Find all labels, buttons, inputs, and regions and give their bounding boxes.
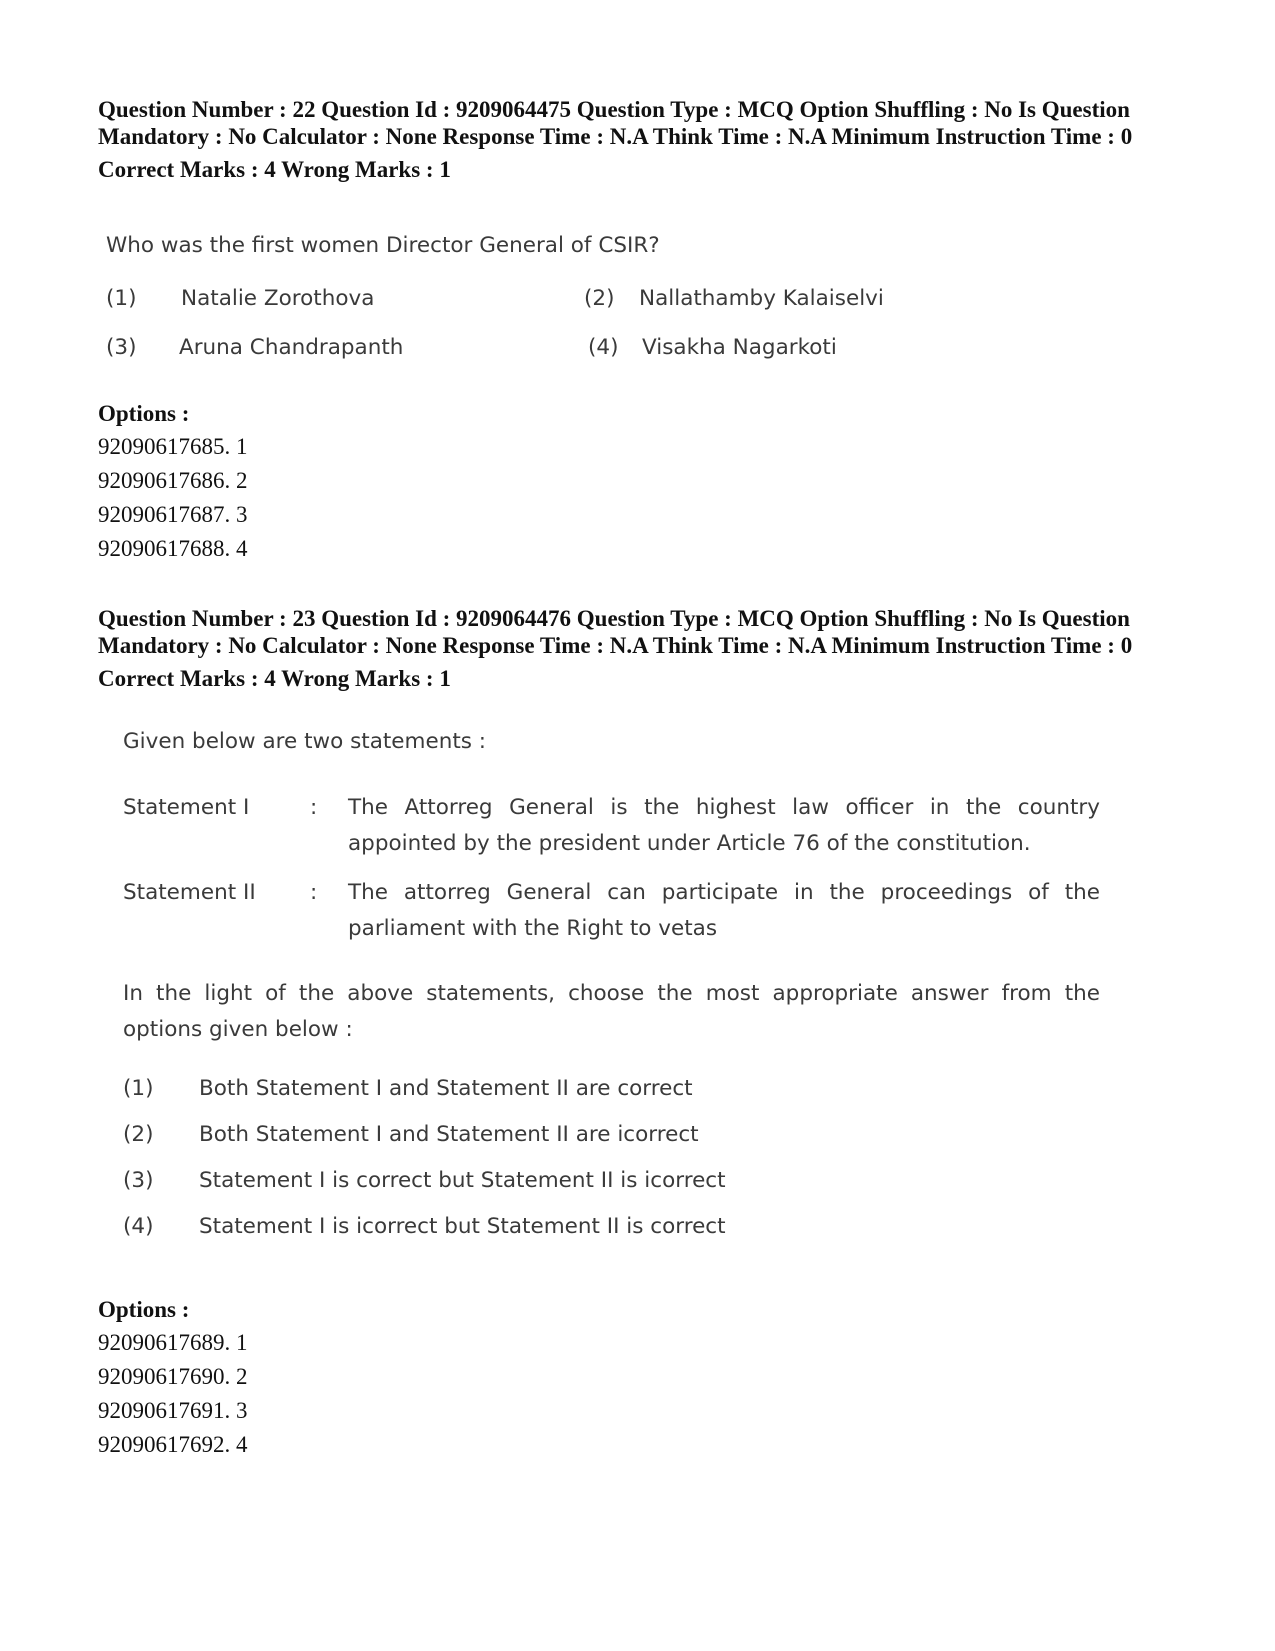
choice-number: (2) bbox=[123, 1122, 154, 1147]
choice-text: Nallathamby Kalaiselvi bbox=[639, 286, 884, 311]
question-marks: Correct Marks : 4 Wrong Marks : 1 bbox=[98, 666, 451, 691]
choice-4 bbox=[588, 335, 837, 360]
statement-2-colon: : bbox=[310, 880, 318, 905]
question-23-header bbox=[98, 605, 1178, 692]
question-23-prompt: In the light of the above statements, choose the most appropriate answer from the options given below : bbox=[123, 981, 1100, 1042]
question-meta: Question Number : 22 Question Id : 9209064475 Question Type : MCQ Option Shuffling : No Is Question Mandatory : No Calculator : None Response Time : N.A Think Time : N.A Minimum Instruction Time : 0 bbox=[98, 97, 1133, 149]
choice-4 bbox=[123, 1214, 726, 1239]
option-line: 92090617692. 4 bbox=[98, 1432, 248, 1457]
choice-text: Both Statement I and Statement II are correct bbox=[199, 1076, 693, 1101]
statement-1-text: The Attorreg General is the highest law officer in the country appointed by the president under Article 76 of the constitution. bbox=[348, 795, 1100, 856]
choice-1 bbox=[106, 286, 375, 311]
question-23-options bbox=[98, 1293, 1178, 1462]
choice-number: (4) bbox=[588, 335, 619, 360]
option-line: 92090617686. 2 bbox=[98, 468, 248, 493]
choice-text: Statement I is icorrect but Statement II is correct bbox=[199, 1214, 726, 1239]
statement-2-text: The attorreg General can participate in the proceedings of the parliament with the Right to vetas bbox=[348, 880, 1100, 941]
option-line: 92090617689. 1 bbox=[98, 1330, 248, 1355]
choice-text: Visakha Nagarkoti bbox=[642, 335, 837, 360]
option-line: 92090617690. 2 bbox=[98, 1364, 248, 1389]
options-label: Options : bbox=[98, 401, 190, 426]
option-line: 92090617685. 1 bbox=[98, 434, 248, 459]
statement-1-colon: : bbox=[310, 795, 318, 820]
question-meta: Question Number : 23 Question Id : 9209064476 Question Type : MCQ Option Shuffling : No Is Question Mandatory : No Calculator : None Response Time : N.A Think Time : N.A Minimum Instruction Time : 0 bbox=[98, 606, 1133, 658]
choice-number: (3) bbox=[123, 1168, 154, 1193]
statement-2-label: Statement II bbox=[123, 880, 256, 905]
choice-text: Both Statement I and Statement II are icorrect bbox=[199, 1122, 699, 1147]
choice-number: (3) bbox=[106, 335, 137, 360]
option-line: 92090617687. 3 bbox=[98, 502, 248, 527]
choice-2 bbox=[123, 1122, 699, 1147]
statement-1-label: Statement I bbox=[123, 795, 250, 820]
choice-2 bbox=[584, 286, 884, 311]
choice-3 bbox=[106, 335, 404, 360]
options-label: Options : bbox=[98, 1297, 190, 1322]
choice-text: Statement I is correct but Statement II is icorrect bbox=[199, 1168, 726, 1193]
choice-number: (1) bbox=[123, 1076, 154, 1101]
choice-number: (4) bbox=[123, 1214, 154, 1239]
choice-text: Aruna Chandrapanth bbox=[179, 335, 404, 360]
choice-1 bbox=[123, 1076, 693, 1101]
question-22-header bbox=[98, 96, 1178, 183]
question-marks: Correct Marks : 4 Wrong Marks : 1 bbox=[98, 157, 451, 182]
option-line: 92090617688. 4 bbox=[98, 536, 248, 561]
question-22-stem: Who was the first women Director General of CSIR? bbox=[106, 233, 660, 258]
question-23-intro: Given below are two statements : bbox=[123, 729, 487, 754]
choice-number: (1) bbox=[106, 286, 137, 311]
option-line: 92090617691. 3 bbox=[98, 1398, 248, 1423]
choice-number: (2) bbox=[584, 286, 615, 311]
question-22-options bbox=[98, 397, 1178, 566]
choice-text: Natalie Zorothova bbox=[181, 286, 375, 311]
choice-3 bbox=[123, 1168, 726, 1193]
